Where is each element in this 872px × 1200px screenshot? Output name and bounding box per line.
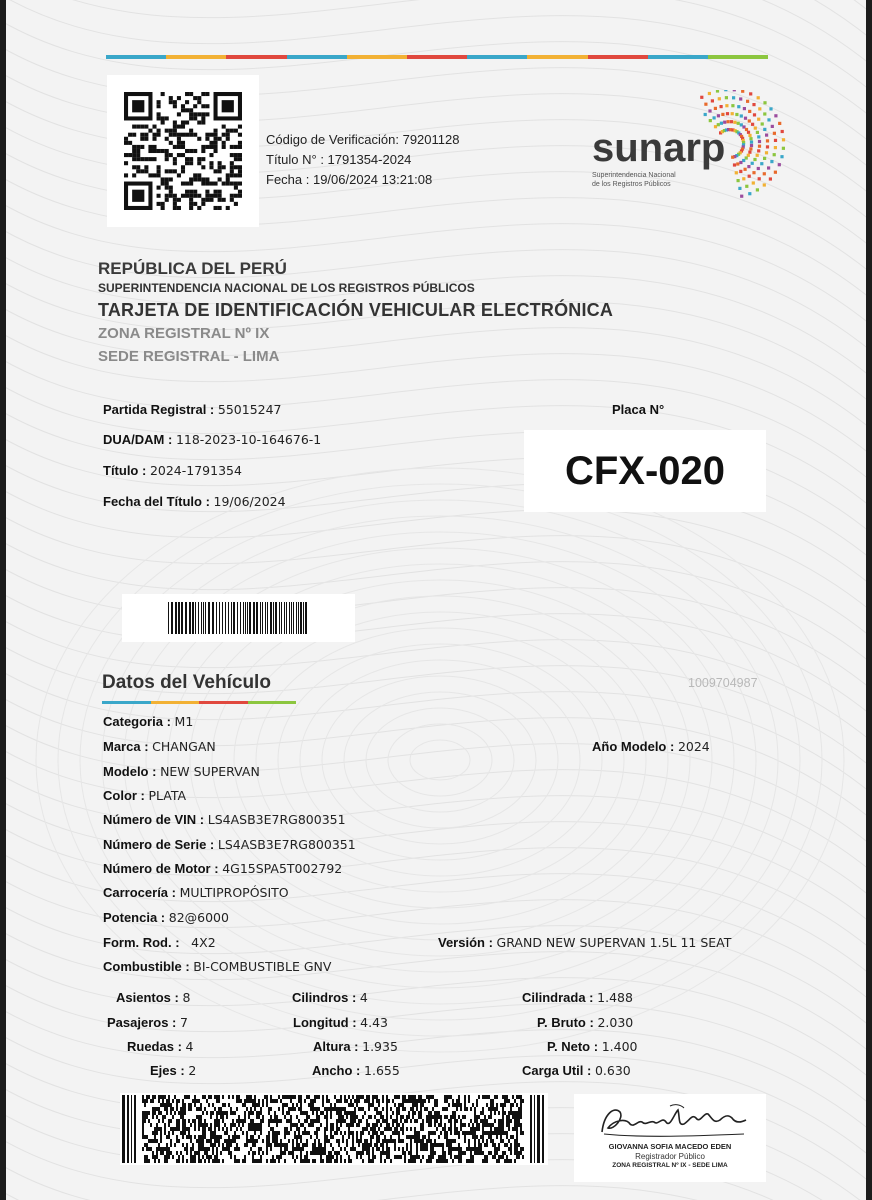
formrod-row: [103, 935, 216, 950]
cilindrada-value: 1.488: [597, 990, 633, 1005]
partida-label: Partida Registral :: [103, 402, 215, 417]
pasajeros-row: [107, 1015, 188, 1030]
color-value: PLATA: [148, 788, 187, 803]
pasajeros-value: 7: [180, 1015, 188, 1030]
cilindros-value: 4: [359, 990, 368, 1005]
fecha-titulo-value: 19/06/2024: [213, 494, 286, 509]
potencia-row: [103, 910, 229, 925]
marca-row: [103, 739, 216, 754]
ejes-value: 2: [188, 1063, 197, 1078]
header-republica: REPÚBLICA DEL PERÚ: [98, 259, 287, 278]
pdf417-barcode-icon: [120, 1093, 548, 1165]
sunarp-logo: [588, 90, 788, 200]
dua-label: DUA/DAM :: [103, 432, 173, 447]
cilindros-row: [292, 990, 368, 1005]
section-underline: [102, 701, 296, 704]
signer-name: GIOVANNA SOFIA MACEDO EDEN: [608, 1142, 732, 1151]
carroceria-row: [103, 885, 289, 900]
pbruto-row: [537, 1015, 633, 1030]
carroceria-label: Carrocería :: [103, 885, 176, 900]
logo-wordmark: sunarp: [592, 126, 726, 170]
ejes-row: [150, 1063, 196, 1078]
serie-label: Número de Serie :: [103, 837, 215, 852]
altura-label: Altura :: [313, 1039, 359, 1054]
qr-code-icon: [124, 92, 242, 210]
fecha-titulo-label: Fecha del Título :: [103, 494, 210, 509]
titulo-row: [103, 463, 242, 478]
placa-box: [524, 430, 766, 512]
categoria-value: M1: [174, 714, 194, 729]
verification-title: Título N° : 1791354-2024: [266, 152, 412, 167]
vehicle-section-title: Datos del Vehículo: [102, 672, 271, 693]
altura-value: 1.935: [362, 1039, 398, 1054]
longitud-row: [293, 1015, 388, 1030]
combustible-value: BI-COMBUSTIBLE GNV: [193, 959, 332, 974]
potencia-label: Potencia :: [103, 910, 166, 925]
potencia-value: 82@6000: [168, 910, 229, 925]
logo-subtitle-1: Superintendencia Nacional: [592, 172, 676, 179]
placa-value: CFX-020: [564, 448, 726, 493]
motor-label: Número de Motor :: [103, 861, 219, 876]
partida-value: 55015247: [217, 402, 282, 417]
categoria-row: [103, 714, 193, 729]
formrod-label: Form. Rod. :: [103, 935, 180, 950]
pneto-label: P. Neto :: [547, 1039, 599, 1054]
ancho-value: 1.655: [364, 1063, 400, 1078]
fecha-titulo-row: [103, 494, 286, 509]
modelo-row: [103, 764, 260, 779]
cargautil-label: Carga Util :: [522, 1063, 592, 1078]
marca-label: Marca :: [103, 739, 149, 754]
color-label: Color :: [103, 788, 145, 803]
color-stripe: [106, 55, 768, 59]
right-edge: [866, 0, 872, 1200]
verification-code: Código de Verificación: 79201128: [266, 132, 460, 147]
pbruto-value: 2.030: [597, 1015, 634, 1030]
dua-row: [103, 432, 321, 447]
altura-row: [313, 1039, 398, 1054]
partida-row: [103, 402, 282, 417]
cargautil-row: [522, 1063, 631, 1078]
vin-label: Número de VIN :: [103, 812, 205, 827]
cilindrada-label: Cilindrada :: [522, 990, 594, 1005]
vin-value: LS4ASB3E7RG800351: [207, 812, 346, 827]
ejes-label: Ejes :: [150, 1063, 185, 1078]
ruedas-row: [127, 1039, 193, 1054]
pasajeros-label: Pasajeros :: [107, 1015, 177, 1030]
cilindros-label: Cilindros :: [292, 990, 357, 1005]
serie-row: [103, 837, 356, 852]
serie-value: LS4ASB3E7RG800351: [217, 837, 356, 852]
vin-row: [103, 812, 346, 827]
left-edge: [0, 0, 6, 1200]
anio-value: 2024: [677, 739, 710, 754]
version-row: [438, 935, 731, 950]
header-tarjeta: TARJETA DE IDENTIFICACIÓN VEHICULAR ELECTRÓNICA: [98, 300, 614, 320]
version-label: Versión :: [438, 935, 493, 950]
verification-block: [266, 130, 459, 190]
cargautil-value: 0.630: [594, 1063, 631, 1078]
marca-value: CHANGAN: [152, 739, 216, 754]
header-sede: SEDE REGISTRAL - LIMA: [98, 348, 280, 365]
color-row: [103, 788, 186, 803]
cilindrada-row: [522, 990, 633, 1005]
verification-date: Fecha : 19/06/2024 13:21:08: [266, 172, 433, 187]
ruedas-label: Ruedas :: [127, 1039, 182, 1054]
combustible-row: [103, 959, 331, 974]
small-barcode-box: [122, 594, 355, 642]
asientos-label: Asientos :: [116, 990, 179, 1005]
formrod-value: 4X2: [191, 935, 216, 950]
signer-role: Registrador Público: [635, 1152, 705, 1161]
ancho-row: [312, 1063, 400, 1078]
header-superintendencia: SUPERINTENDENCIA NACIONAL DE LOS REGISTROS PÚBLICOS: [98, 281, 475, 295]
document-number: 1009704987: [688, 676, 758, 690]
asientos-row: [116, 990, 190, 1005]
motor-value: 4G15SPA5T002792: [222, 861, 343, 876]
pneto-value: 1.400: [601, 1039, 638, 1054]
carroceria-value: MULTIPROPÓSITO: [179, 885, 289, 900]
barcode-icon: [168, 602, 310, 634]
ancho-label: Ancho :: [312, 1063, 361, 1078]
signature-box: [574, 1094, 766, 1182]
longitud-label: Longitud :: [293, 1015, 357, 1030]
anio-row: [592, 739, 710, 754]
pbruto-label: P. Bruto :: [537, 1015, 594, 1030]
dua-value: 118-2023-10-164676-1: [175, 432, 322, 447]
signer-zone: ZONA REGISTRAL Nº IX - SEDE LIMA: [612, 1162, 728, 1169]
ruedas-value: 4: [185, 1039, 194, 1054]
version-value: GRAND NEW SUPERVAN 1.5L 11 SEAT: [496, 935, 732, 950]
titulo-value: 2024-1791354: [149, 463, 242, 478]
categoria-label: Categoria :: [103, 714, 171, 729]
logo-subtitle-2: de los Registros Públicos: [592, 181, 671, 188]
handwritten-signature-icon: [574, 1094, 766, 1144]
titulo-label: Título :: [103, 463, 147, 478]
asientos-value: 8: [182, 990, 191, 1005]
qr-code-box: [107, 75, 259, 227]
combustible-label: Combustible :: [103, 959, 190, 974]
modelo-label: Modelo :: [103, 764, 157, 779]
longitud-value: 4.43: [360, 1015, 388, 1030]
anio-label: Año Modelo :: [592, 739, 675, 754]
placa-label: Placa N°: [612, 402, 665, 417]
pdf417-barcode-box: [120, 1093, 548, 1165]
header-zona: ZONA REGISTRAL Nº IX: [98, 325, 270, 342]
pneto-row: [547, 1039, 637, 1054]
motor-row: [103, 861, 342, 876]
modelo-value: NEW SUPERVAN: [160, 764, 260, 779]
